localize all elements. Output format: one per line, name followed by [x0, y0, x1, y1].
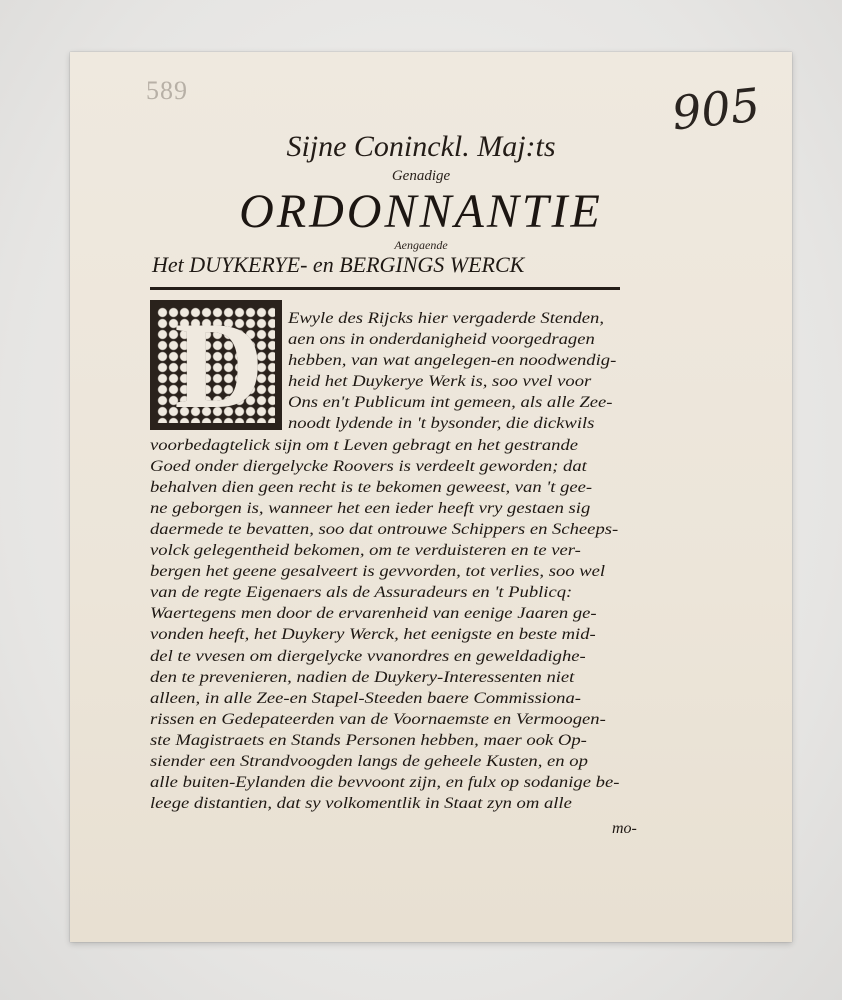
body-line: hebben, van wat angelegen-en noodwendig-: [288, 351, 617, 370]
body-line: van de regte Eigenaers als de Assuradeurs en 't Publicq:: [150, 583, 573, 602]
ink-annotation: 905: [669, 77, 763, 141]
title-sovereign: Sijne Coninckl. Maj:ts: [286, 130, 556, 163]
body-line: vonden heeft, het Duykery Werck, het eenigste en beste mid-: [150, 625, 596, 644]
body-line: voorbedagtelick sijn om t Leven gebragt en het gestrande: [150, 435, 579, 454]
body-line: noodt lydende in 't bysonder, die dickwils: [288, 414, 595, 433]
body-line: daermede te bevatten, soo dat ontrouwe Schippers en Scheeps-: [150, 519, 619, 538]
body-line: ste Magistraets en Stands Personen hebben, maer ook Op-: [150, 730, 587, 749]
body-line: Ewyle des Rijcks hier vergaderde Stenden,: [288, 309, 605, 327]
title-concerning: Aengaende: [394, 238, 448, 252]
title-ordinance: ORDONNANTIE: [239, 185, 603, 238]
body-line: ne geborgen is, wanneer het een ieder heeft vry gestaen sig: [150, 498, 591, 517]
body-line: rissen en Gedepateerden van de Voornaemste en Vermoogen-: [150, 709, 606, 728]
title-subject: Het DUYKERYE- en BERGINGS WERCK: [152, 252, 525, 277]
body-line: Waertegens men door de ervarenheid van eenige Jaaren ge-: [150, 604, 597, 623]
body-line: bergen het geene gesalveert is gevvorden, tot verlies, soo wel: [150, 562, 606, 581]
pencil-annotation: 589: [146, 76, 188, 105]
body-line: volck gelegentheid bekomen, om te verduisteren en te ver-: [150, 541, 581, 560]
title-rule: [150, 287, 620, 290]
title-gracious: Genadige: [391, 168, 451, 184]
body-line: Ons en't Publicum int gemeen, als alle Zee-: [288, 393, 613, 412]
body-line: alleen, in alle Zee-en Stapel-Steeden baere Commissiona-: [150, 688, 581, 707]
body-line: aen ons in onderdanigheid voorgedragen: [288, 330, 595, 349]
body-line: behalven dien geen recht is te bekomen geweest, van 't gee-: [150, 477, 593, 496]
body-text: [150, 297, 656, 814]
body-line: den te prevenieren, nadien de Duykery-Interessenten niet: [150, 667, 575, 686]
body-line: del te vvesen om diergelycke vvanordres en geweldadighe-: [150, 646, 586, 665]
initial-letter: D: [174, 297, 264, 434]
body-line: alle buiten-Eylanden die bevvoont zijn, en fulx op sodanige be-: [150, 773, 620, 792]
body-line: heid het Duykerye Werk is, soo vvel voor: [288, 372, 592, 391]
body-line: Goed onder diergelycke Roovers is verdeelt geworden; dat: [150, 456, 587, 475]
body-line: siender een Strandvoogden langs de geheele Kusten, en op: [150, 751, 588, 770]
body-line: leege distantien, dat sy volkomentlik in Staat zyn om alle: [150, 794, 572, 813]
catchword: mo-: [612, 820, 637, 837]
